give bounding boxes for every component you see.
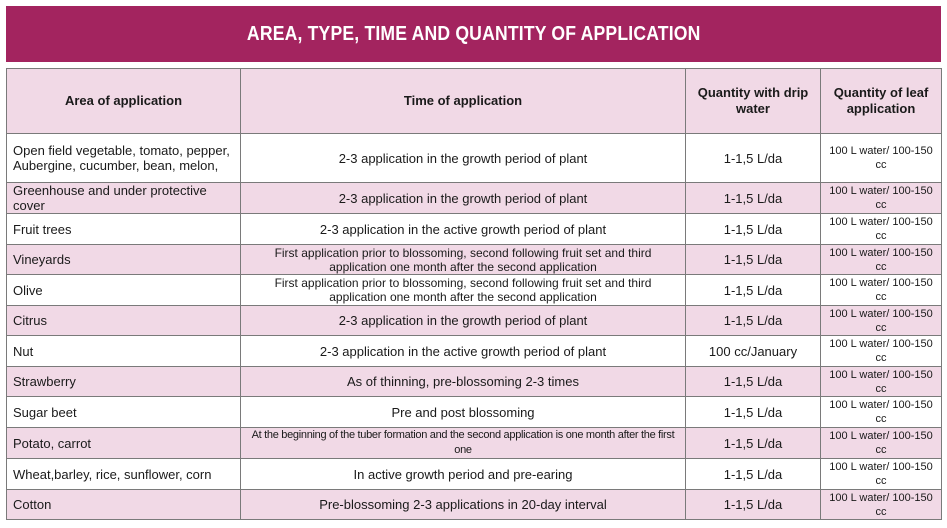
cell-time: At the beginning of the tuber formation and the second application is one month after the first one xyxy=(241,428,686,459)
cell-area: Cotton xyxy=(7,490,241,520)
cell-leaf: 100 L water/ 100-150 cc xyxy=(821,367,942,397)
table-row xyxy=(7,397,942,428)
header-row xyxy=(7,69,942,134)
title-banner xyxy=(6,6,941,62)
cell-area: Nut xyxy=(7,336,241,367)
cell-drip: 1-1,5 L/da xyxy=(686,245,821,275)
cell-area: Olive xyxy=(7,275,241,306)
cell-leaf: 100 L water/ 100-150 cc xyxy=(821,336,942,367)
header-time: Time of application xyxy=(241,69,686,134)
cell-time: 2-3 application in the active growth period of plant xyxy=(241,214,686,245)
page-title: AREA, TYPE, TIME AND QUANTITY OF APPLICATION xyxy=(246,22,701,45)
table-row xyxy=(7,183,942,214)
table-row xyxy=(7,459,942,490)
cell-leaf: 100 L water/ 100-150 cc xyxy=(821,134,942,183)
application-table xyxy=(6,68,942,520)
cell-drip: 1-1,5 L/da xyxy=(686,459,821,490)
table-row xyxy=(7,428,942,459)
cell-leaf: 100 L water/ 100-150 cc xyxy=(821,397,942,428)
cell-leaf: 100 L water/ 100-150 cc xyxy=(821,428,942,459)
cell-area: Vineyards xyxy=(7,245,241,275)
cell-drip: 1-1,5 L/da xyxy=(686,275,821,306)
cell-area: Open field vegetable, tomato, pepper, Aubergine, cucumber, bean, melon, xyxy=(7,134,241,183)
cell-area: Strawberry xyxy=(7,367,241,397)
cell-drip: 1-1,5 L/da xyxy=(686,367,821,397)
cell-drip: 1-1,5 L/da xyxy=(686,214,821,245)
cell-time: 2-3 application in the growth period of plant xyxy=(241,306,686,336)
cell-area: Citrus xyxy=(7,306,241,336)
cell-drip: 1-1,5 L/da xyxy=(686,134,821,183)
cell-drip: 1-1,5 L/da xyxy=(686,306,821,336)
cell-drip: 1-1,5 L/da xyxy=(686,397,821,428)
cell-leaf: 100 L water/ 100-150 cc xyxy=(821,306,942,336)
table-row xyxy=(7,275,942,306)
cell-leaf: 100 L water/ 100-150 cc xyxy=(821,183,942,214)
table-row xyxy=(7,214,942,245)
cell-leaf: 100 L water/ 100-150 cc xyxy=(821,245,942,275)
cell-area: Wheat,barley, rice, sunflower, corn xyxy=(7,459,241,490)
table-row xyxy=(7,336,942,367)
cell-area: Potato, carrot xyxy=(7,428,241,459)
cell-time: Pre and post blossoming xyxy=(241,397,686,428)
cell-time: 2-3 application in the growth period of plant xyxy=(241,134,686,183)
cell-time: 2-3 application in the growth period of plant xyxy=(241,183,686,214)
cell-time: First application prior to blossoming, second following fruit set and third application one month after the second application xyxy=(241,245,686,275)
cell-leaf: 100 L water/ 100-150 cc xyxy=(821,490,942,520)
cell-time: Pre-blossoming 2-3 applications in 20-day interval xyxy=(241,490,686,520)
header-area: Area of application xyxy=(7,69,241,134)
cell-time: As of thinning, pre-blossoming 2-3 times xyxy=(241,367,686,397)
cell-area: Greenhouse and under protective cover xyxy=(7,183,241,214)
cell-drip: 1-1,5 L/da xyxy=(686,428,821,459)
cell-area: Sugar beet xyxy=(7,397,241,428)
table-row xyxy=(7,306,942,336)
cell-time: 2-3 application in the active growth period of plant xyxy=(241,336,686,367)
table-row xyxy=(7,134,942,183)
cell-time: In active growth period and pre-earing xyxy=(241,459,686,490)
header-leaf: Quantity of leaf application xyxy=(821,69,942,134)
cell-drip: 1-1,5 L/da xyxy=(686,183,821,214)
table-row xyxy=(7,245,942,275)
cell-drip: 1-1,5 L/da xyxy=(686,490,821,520)
cell-time: First application prior to blossoming, second following fruit set and third application one month after the second application xyxy=(241,275,686,306)
header-drip: Quantity with drip water xyxy=(686,69,821,134)
table-row xyxy=(7,367,942,397)
cell-leaf: 100 L water/ 100-150 cc xyxy=(821,275,942,306)
cell-leaf: 100 L water/ 100-150 cc xyxy=(821,459,942,490)
cell-drip: 100 cc/January xyxy=(686,336,821,367)
table-row xyxy=(7,490,942,520)
cell-leaf: 100 L water/ 100-150 cc xyxy=(821,214,942,245)
cell-area: Fruit trees xyxy=(7,214,241,245)
